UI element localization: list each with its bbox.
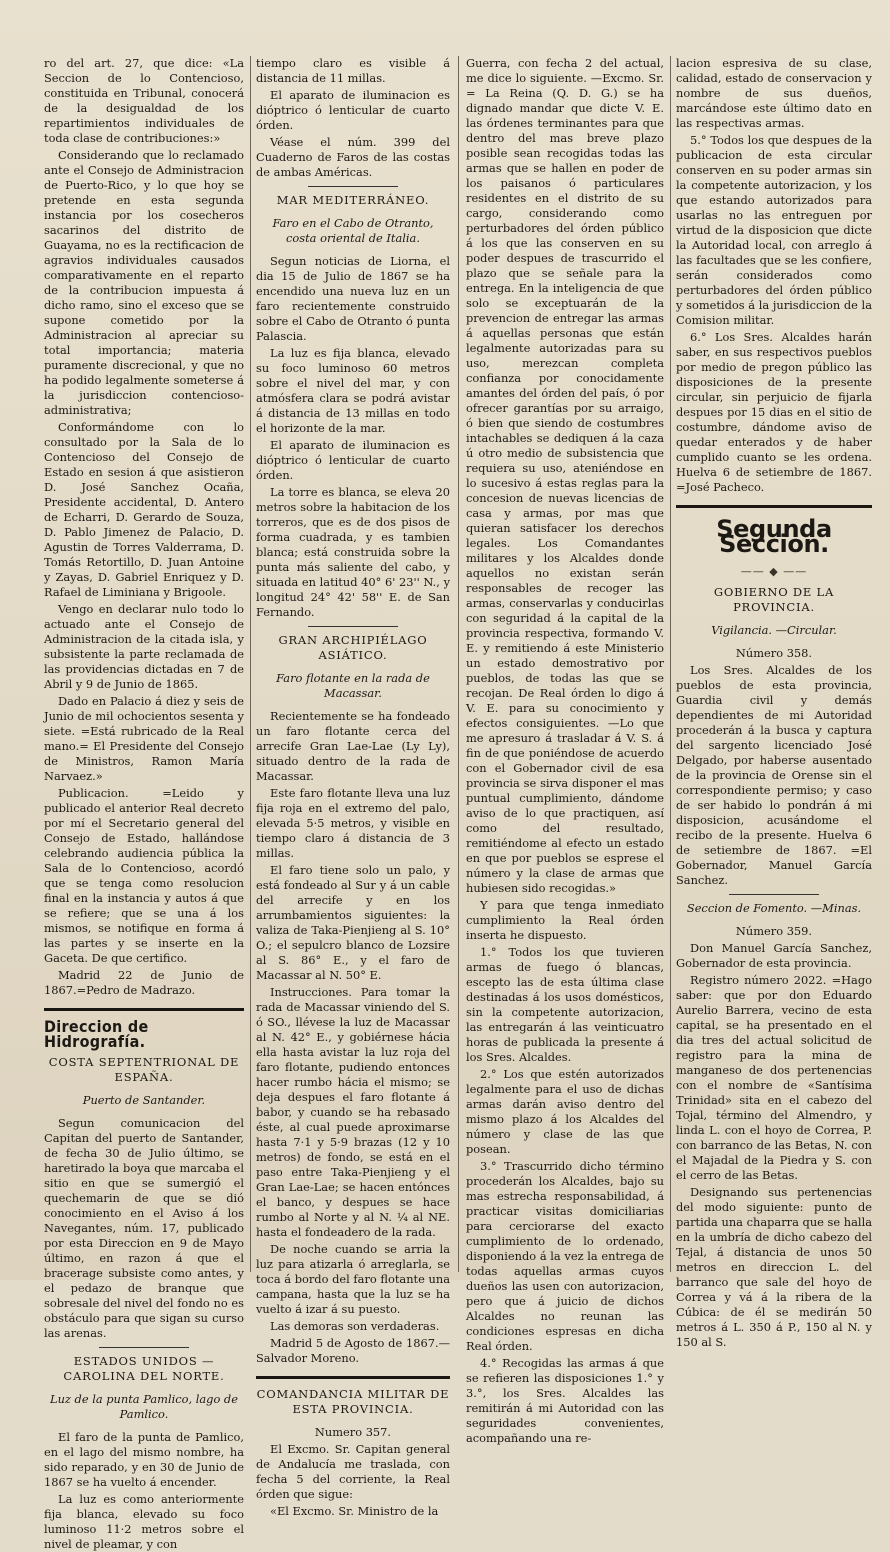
- paragraph: La torre es blanca, se eleva 20 metros sobre la habitacion de los torreros, que es de dos pisos de forma cuadrada, y es tambien blanca; está construida sobre la punta más saliente del cabo, y situada en latitud 40° 6' 23'' N., y longitud 24° 42' 58'' E. de San Fernando.: [256, 485, 450, 619]
- paragraph: Recientemente se ha fondeado un faro flotante cerca del arrecife Gran Lae-Lae (Ly Ly), situado dentro de la rada de Macassar.: [256, 709, 450, 783]
- paragraph: Instrucciones. Para tomar la rada de Macassar viniendo del S. ó SO., llévese la luz de Macassar al N. 42° E., y gobiérnese hácia ella hasta avistar la luz roja del faro flotante, pudiendo entonces hacer rumbo hácia el mismo; se deja despues el faro flotante á babor, y cuando se ha rebasado éste, al cual puede aproximarse hasta 7·1 y 5·9 brazas (12 y 10 metros) de fondo, se está en el paso entre Taka-Pienjieng y el Gran Lae-Lae; se hacen entónces el banco, y despues se hace rumbo al Norte y al N. ¼ al NE. hasta el fondeadero de la rada.: [256, 985, 450, 1239]
- paragraph: Guerra, con fecha 2 del actual, me dice lo siguiente. —Excmo. Sr. = La Reina (Q. D. G.) se ha dignado mandar que dicte V. E. las órdenes terminantes para que dentro del mas breve plazo posible sean recogidas todas las armas que se hallen en poder de los paisanos ó particulares residentes en el distrito de su cargo, considerando como perturbadores del órden público á los que las conserven en su poder despues de trascurrido el plazo que se señale para la entrega. En la inteligencia de que solo se exceptuarán de la prevencion de entregar las armas á aquellas personas que están legalmente autorizadas para su uso, merezcan completa confianza por conocidamente amantes del órden del país, ó por ofrecer garantías por su arraigo, ó bien que siendo de costumbres intachables se dediquen á la caza ú otro medio de subsistencia que requiera su uso, ateniéndose en lo sucesivo á estas reglas para la concesion de nuevas licencias de casa y armas, por mas que quieran satisfacer los derechos legales. Los Comandantes militares y los Alcaldes donde aquellos no existan serán responsables de recoger las armas, conservarlas y conducirlas con seguridad á la capital de la provincia respectiva, formando V. E. y remitiendo á este Ministerio un estado demostrativo por pueblos, de todas las que se recojan. De Real órden lo digo á V. E. para su conocimiento y efectos consiguientes. —Lo que me apresuro á trasladar á V. S. á fin de que poniéndose de acuerdo con el Gobernador civil de esa provincia se sirva disponer el mas puntual cumplimiento, dándome aviso de lo que practiquen, así como del resultado, remitiéndome al efecto un estado en que por pueblos se esprese el número y la clase de armas que hubiesen sido recogidas.»: [466, 56, 664, 895]
- paragraph: Designando sus pertenencias del modo siguiente: punto de partida una chaparra que se halla en la umbría de dicho cabezo del Tejal, á distancia de unos 50 metros en direccion L. del barranco que sale del hoyo de Correa y vá á la ribera de la Cúbica: de él se medirán 50 metros á L. 350 á P., 150 al N. y 150 al S.: [676, 1185, 872, 1349]
- subsection-heading: MAR MEDITERRÁNEO.: [276, 193, 430, 207]
- column-3: [466, 56, 664, 1445]
- column-rule: [458, 56, 459, 1272]
- paragraph: Segun comunicacion del Capitan del puerto de Santander, de fecha 30 de Julio último, se haretirado la boya que marcaba el sitio en que se sumergió el quechemarin de que se dió conocimiento en el Aviso á los Navegantes, núm. 17, publicado por esta Direccion en 9 de Mayo último, en razon á que el bracerage subsiste como antes, y el pedazo de branque que sobresale del nivel del fondo no es obstáculo para que sigan su curso las arenas.: [44, 1116, 244, 1340]
- paragraph: Este faro flotante lleva una luz fija roja en el extremo del palo, elevada 5·5 metros, y visible en tiempo claro á distancia de 3 millas.: [256, 786, 450, 860]
- section-heading: Direccion de Hidrografía.: [44, 1017, 149, 1051]
- paragraph: ro del art. 27, que dice: «La Seccion de lo Contencioso, constituida en Tribunal, conocerá de la desigualdad de los repartimientos individuales de toda clase de contribuciones:»: [44, 56, 244, 145]
- section-divider: [676, 505, 872, 508]
- column-2: [256, 56, 450, 1518]
- subsection-heading: GRAN ARCHIPIÉLAGO ASIÁTICO.: [278, 633, 428, 662]
- paragraph: Publicacion. =Leido y publicado el anterior Real decreto por mí el Secretario general del Consejo de Estado, hallándose celebrando audiencia pública la Sala de lo Contencioso, acordó que se tenga como resolucion final en la instancia y autos á que se refiere; que se una á los mismos, se notifique en forma á las partes y se inserte en la Gaceta. De que certifico.: [44, 786, 244, 965]
- paragraph: Registro número 2022. =Hago saber: que por don Eduardo Aurelio Barrera, vecino de esta capital, se ha presentado en el dia tres del actual solicitud de registro para la mina de manganeso de dos pertenencias con el nombre de «Santísima Trinidad» sita en el cabezo del Tojal, término del Almendro, y linda L. con el hoyo de Correa, P. con barranco de las Betas, N. con el Majadal de la Piedra y S. con el cerro de las Betas.: [676, 973, 872, 1182]
- number-heading: Numero 357.: [314, 1425, 392, 1439]
- paragraph: De noche cuando se arria la luz para atizarla ó arreglarla, se toca á bordo del faro flotante una campana, hasta que la luz se ha vuelto á izar á su puesto.: [256, 1242, 450, 1316]
- column-1: [44, 56, 244, 1551]
- paragraph: Segun noticias de Liorna, el dia 15 de Julio de 1867 se ha encendido una nueva luz en un faro recientemente construido sobre el Cabo de Otranto ó punta Palascia.: [256, 254, 450, 343]
- column-rule: [670, 56, 671, 1272]
- signature-line: Madrid 5 de Agosto de 1867.—Salvador Moreno.: [256, 1336, 450, 1365]
- paragraph: El faro tiene solo un palo, y está fondeado al Sur y á un cable del arrecife y en los arrumbamientos siguientes: la valiza de Taka-Pienjieng al S. 10° O.; el sepulcro blanco de Lozsire al S. 86° E., y el faro de Macassar al N. 50° E.: [256, 863, 450, 982]
- paragraph: tiempo claro es visible á distancia de 11 millas.: [256, 56, 450, 85]
- paragraph: Don Manuel García Sanchez, Gobernador de esta provincia.: [676, 941, 872, 970]
- italic-heading: Faro en el Cabo de Otranto, costa oriental de Italia.: [272, 216, 434, 245]
- paragraph: Y para que tenga inmediato cumplimiento la Real órden inserta he dispuesto.: [466, 898, 664, 942]
- section-divider: [256, 1376, 450, 1379]
- paragraph: La luz es como anteriormente fija blanca, elevado su foco luminoso 11·2 metros sobre el nivel de pleamar, y con: [44, 1492, 244, 1551]
- paragraph: 5.° Todos los que despues de la publicacion de esta circular conserven en su poder armas sin la competente autorizacion, y los que estando autorizados para usarlas no las entreguen por virtud de la disposicion que dicte la Autoridad local, con arreglo á las facultades que se les confiere, serán considerados como perturbadores del órden público y sometidos á la jurisdiccion de la Comision militar.: [676, 133, 872, 327]
- paragraph: 1.° Todos los que tuvieren armas de fuego ó blancas, escepto las de esta última clase destinadas á los usos domésticos, sin la competente autorizacion, las entregarán á las veinticuatro horas de publicada la presente á los Sres. Alcaldes.: [466, 945, 664, 1064]
- paragraph: Las demoras son verdaderas.: [270, 1319, 440, 1333]
- paragraph: Vengo en declarar nulo todo lo actuado ante el Consejo de Administracion de la citada isla, y subsistente la parte reclamada de las providencias dictadas en 7 de Abril y 9 de Junio de 1865.: [44, 602, 244, 691]
- paragraph: Considerando que lo reclamado ante el Consejo de Administracion de Puerto-Rico, y lo que hoy se pretende en esta segunda instancia por los cosecheros sacarinos del distrito de Guayama, no es la rectificacion de agravios individuales causados comparativamente en el reparto de la contribucion impuesta á dicho ramo, sino el exceso que se supone cometido por la Administracion al apreciar su total importancia; materia puramente discrecional, y que no ha podido legalmente someterse á la jurisdiccion contencioso-administrativa;: [44, 148, 244, 417]
- italic-heading: Seccion de Fomento. —Minas.: [686, 901, 862, 915]
- section-divider: [44, 1008, 244, 1011]
- paragraph: El Excmo. Sr. Capitan general de Andalucía me traslada, con fecha 5 del corriente, la Real órden que sigue:: [256, 1442, 450, 1501]
- subsection-heading: ESTADOS UNIDOS —CAROLINA DEL NORTE.: [63, 1354, 225, 1383]
- column-4: [676, 56, 872, 1349]
- paragraph: El faro de la punta de Pamlico, en el lago del mismo nombre, ha sido reparado, y en 30 de Junio de 1867 se ha vuelto á encender.: [44, 1430, 244, 1489]
- paragraph: Dado en Palacio á diez y seis de Junio de mil ochocientos sesenta y siete. =Está rubricado de la Real mano.= El Presidente del Consejo de Ministros, Ramon María Narvaez.»: [44, 694, 244, 783]
- short-rule: [729, 894, 819, 895]
- paragraph: El aparato de iluminacion es dióptrico ó lenticular de cuarto órden.: [256, 438, 450, 482]
- number-heading: Número 358.: [735, 646, 813, 660]
- column-rule: [250, 56, 251, 1272]
- italic-heading: Luz de la punta Pamlico, lago de Pamlico.: [50, 1392, 238, 1421]
- ornament-rule: —— ◆ ——: [740, 565, 808, 578]
- subsection-heading: COMANDANCIA MILITAR DE ESTA PROVINCIA.: [256, 1387, 450, 1416]
- paragraph: El aparato de iluminacion es dióptrico ó lenticular de cuarto órden.: [256, 88, 450, 132]
- italic-heading: Faro flotante en la rada de Macassar.: [276, 671, 430, 700]
- paragraph: 6.° Los Sres. Alcaldes harán saber, en sus respectivos pueblos por medio de pregon público las disposiciones de la presente circular, sin perjuicio de fijarla despues por 15 dias en el sitio de costumbre, dándome aviso de quedar enterados y de haber cumplido cuanto se les ordena. Huelva 6 de setiembre de 1867. =José Pacheco.: [676, 330, 872, 494]
- number-heading: Número 359.: [735, 924, 813, 938]
- paragraph: 3.° Trascurrido dicho término procederán los Alcaldes, bajo su mas estrecha responsabilidad, á practicar visitas domiciliarias para cerciorarse del exacto cumplimiento de lo ordenado, disponiendo á la vez la entrega de todas aquellas armas cuyos dueños las usen con autorizacion, pero que á juicio de dichos Alcaldes no reunan las condiciones espresas en dicha Real órden.: [466, 1159, 664, 1353]
- short-rule: [308, 186, 398, 187]
- paragraph: lacion espresiva de su clase, calidad, estado de conservacion y nombre de sus dueños, marcándose este último dato en las respectivas armas.: [676, 56, 872, 130]
- subsection-heading: GOBIERNO DE LA PROVINCIA.: [713, 585, 835, 614]
- paragraph: «El Excmo. Sr. Ministro de la: [270, 1504, 439, 1518]
- paragraph: Los Sres. Alcaldes de los pueblos de esta provincia, Guardia civil y demás dependientes de mi Autoridad procederán á la busca y captura del sargento licenciado José Delgado, por haberse ausentado de la provincia de Orense sin el correspondiente permiso; y caso de ser habido lo pondrán á mi disposicion, acusándome el recibo de la presente. Huelva 6 de setiembre de 1867. =El Gobernador, Manuel García Sanchez.: [676, 663, 872, 887]
- italic-heading: Vigilancia. —Circular.: [711, 623, 837, 637]
- italic-heading: Puerto de Santander.: [82, 1093, 206, 1107]
- short-rule: [99, 1347, 189, 1348]
- paragraph: 4.° Recogidas las armas á que se refieren las disposiciones 1.° y 3.°, los Sres. Alcaldes las remitirán á mi Autoridad con las seguridades convenientes, acompañando una re-: [466, 1356, 664, 1445]
- paragraph: Véase el núm. 399 del Cuaderno de Faros de las costas de ambas Américas.: [256, 135, 450, 179]
- subsection-heading: COSTA SEPTENTRIONAL DE ESPAÑA.: [48, 1055, 240, 1084]
- paragraph: 2.° Los que estén autorizados legalmente para el uso de dichas armas darán aviso dentro del mismo plazo á los Alcaldes del número y clase de las que posean.: [466, 1067, 664, 1156]
- signature-line: Madrid 22 de Junio de 1867.=Pedro de Madrazo.: [44, 968, 244, 997]
- section-heading: Segunda Seccion.: [716, 515, 832, 558]
- short-rule: [308, 626, 398, 627]
- paragraph: Conformándome con lo consultado por la Sala de lo Contencioso del Consejo de Estado en sesion á que asistieron D. José Sanchez Ocaña, Presidente accidental, D. Antero de Echarri, D. Gerardo de Souza, D. Pablo Jimenez de Palacio, D. Agustin de Torres Valderrama, D. Tomás Retortillo, D. Juan Antoine y Zayas, D. Gabriel Enriquez y D. Rafael de Liminiana y Brigoole.: [44, 420, 244, 599]
- paragraph: La luz es fija blanca, elevado su foco luminoso 60 metros sobre el nivel del mar, y con atmósfera clara se podrá avistar á distancia de 13 millas en todo el horizonte de la mar.: [256, 346, 450, 435]
